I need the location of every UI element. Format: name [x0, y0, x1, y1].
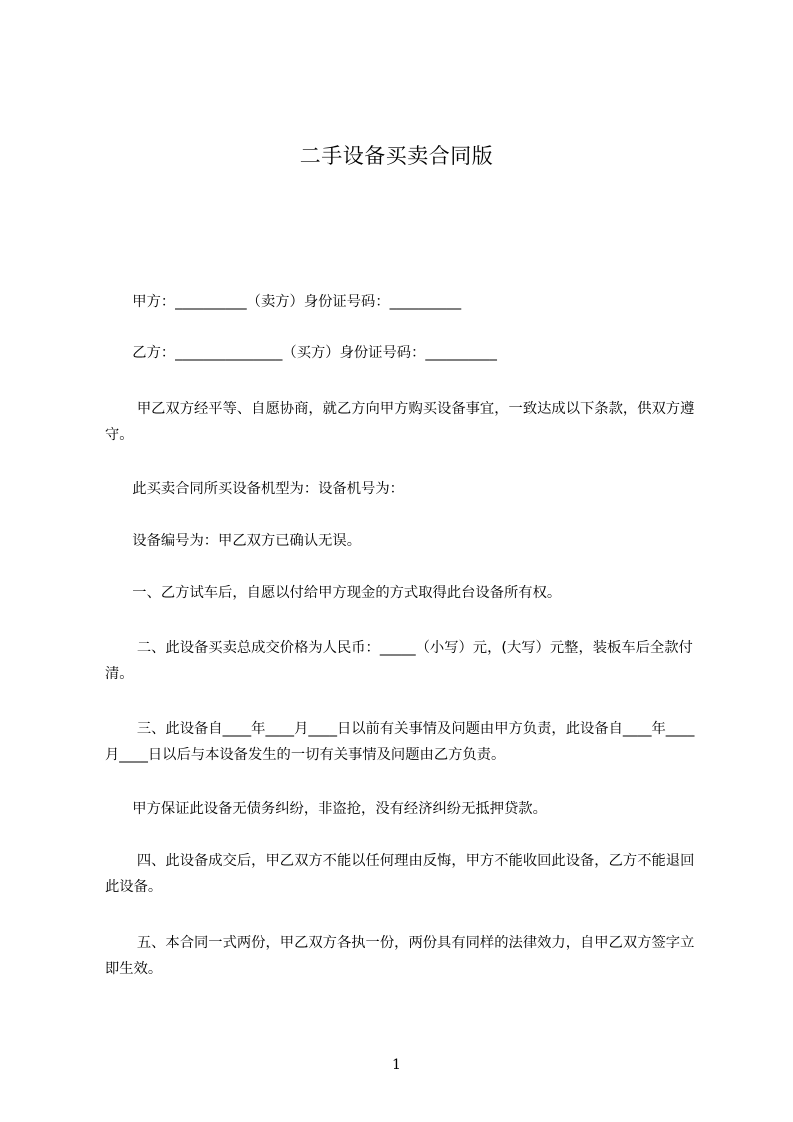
party-a-line: 甲方：__________（卖方）身份证号码：__________	[105, 294, 462, 310]
party-b-line: 乙方：_______________（买方）身份证号码：__________	[105, 345, 497, 361]
page-number: 1	[392, 1057, 401, 1073]
equipment-model-line: 此买卖合同所买设备机型为：设备机号为：	[105, 481, 404, 497]
guarantee-line: 甲方保证此设备无债务纠纷，非盗抢，没有经济纠纷无抵押贷款。	[105, 801, 547, 817]
clause-3: 三、此设备自____年____月____日以前有关事情及问题由甲方负责，此设备自____年____月____日以后与本设备发生的一切有关事情及问题由乙方负责。	[105, 721, 695, 763]
clause-4: 四、此设备成交后，甲乙双方不能以任何理由反悔，甲方不能收回此设备，乙方不能退回此设备。	[105, 853, 695, 895]
clause-5: 五、本合同一式两份，甲乙双方各执一份，两份具有同样的法律效力，自甲乙双方签字立即生效。	[105, 935, 695, 977]
equipment-number-line: 设备编号为：甲乙双方已确认无误。	[105, 533, 362, 549]
preamble-paragraph: 甲乙双方经平等、自愿协商，就乙方向甲方购买设备事宜，一致达成以下条款，供双方遵守。	[105, 401, 695, 443]
clause-1: 一、乙方试车后，自愿以付给甲方现金的方式取得此台设备所有权。	[105, 585, 562, 601]
clause-2: 二、此设备买卖总成交价格为人民币：_____（小写）元，(大写）元整，装板车后全款付清。	[105, 640, 693, 682]
document-title: 二手设备买卖合同版	[299, 144, 494, 168]
